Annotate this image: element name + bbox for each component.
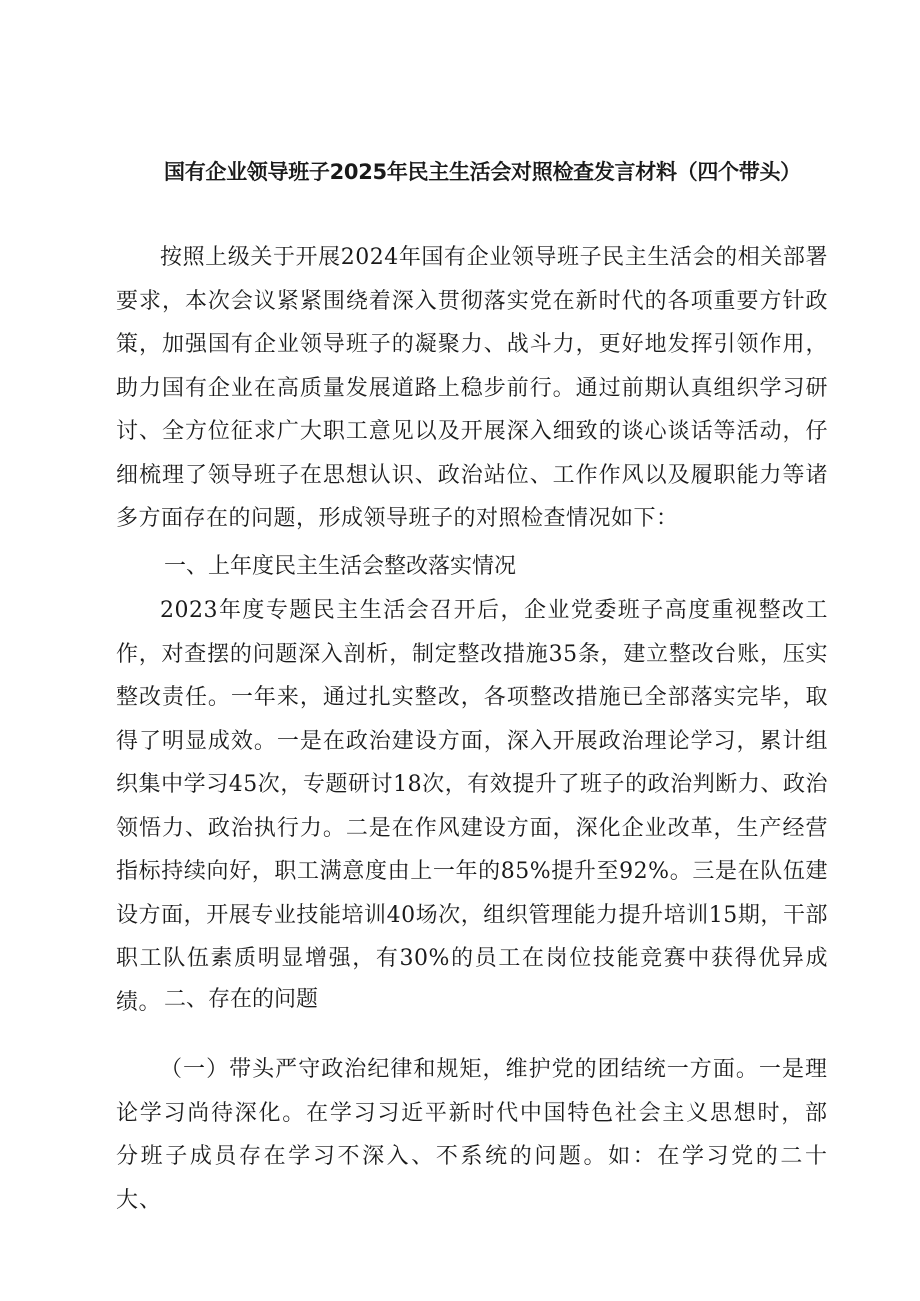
section-heading-problems: 二、存在的问题 xyxy=(164,987,319,1012)
document-title: 国有企业领导班子2025年民主生活会对照检查发言材料（四个带头） xyxy=(164,160,801,184)
intro-paragraph: 按照上级关于开展2024年国有企业领导班子民主生活会的相关部署要求，本次会议紧紧围绕着深入贯彻落实党在新时代的各项重要方针政策，加强国有企业领导班子的凝聚力、战斗力，更好地发挥引领作用，助力国有企业在高质量发展道路上稳步前行。通过前期认真组织学习研讨、全方位征求广大职工意见以及开展深入细致的谈心谈话等活动，仔细梳理了领导班子在思想认识、政治站位、工作作风以及履职能力等诸多方面存在的问题，形成领导班子的对照检查情况如下： xyxy=(116,245,828,531)
problems-paragraph: （一）带头严守政治纪律和规矩，维护党的团结统一方面。一是理论学习尚待深化。在学习习近平新时代中国特色社会主义思想时，部分班子成员存在学习不深入、不系统的问题。如：在学习党的二十大、 xyxy=(116,1057,828,1213)
section-heading-rectification: 一、上年度民主生活会整改落实情况 xyxy=(164,554,517,579)
rectification-paragraph: 2023年度专题民主生活会召开后，企业党委班子高度重视整改工作，对查摆的问题深入剖析，制定整改措施35条，建立整改台账，压实整改责任。一年来，通过扎实整改，各项整改措施已全部落实完毕，取得了明显成效。一是在政治建设方面，深入开展政治理论学习，累计组织集中学习45次，专题研讨18次，有效提升了班子的政治判断力、政治领悟力、政治执行力。二是在作风建设方面，深化企业改革，生产经营指标持续向好，职工满意度由上一年的85%提升至92%。三是在队伍建设方面，开展专业技能培训40场次，组织管理能力提升培训15期，干部职工队伍素质明显增强，有30%的员工在岗位技能竞赛中获得优异成绩。 xyxy=(116,598,828,1015)
